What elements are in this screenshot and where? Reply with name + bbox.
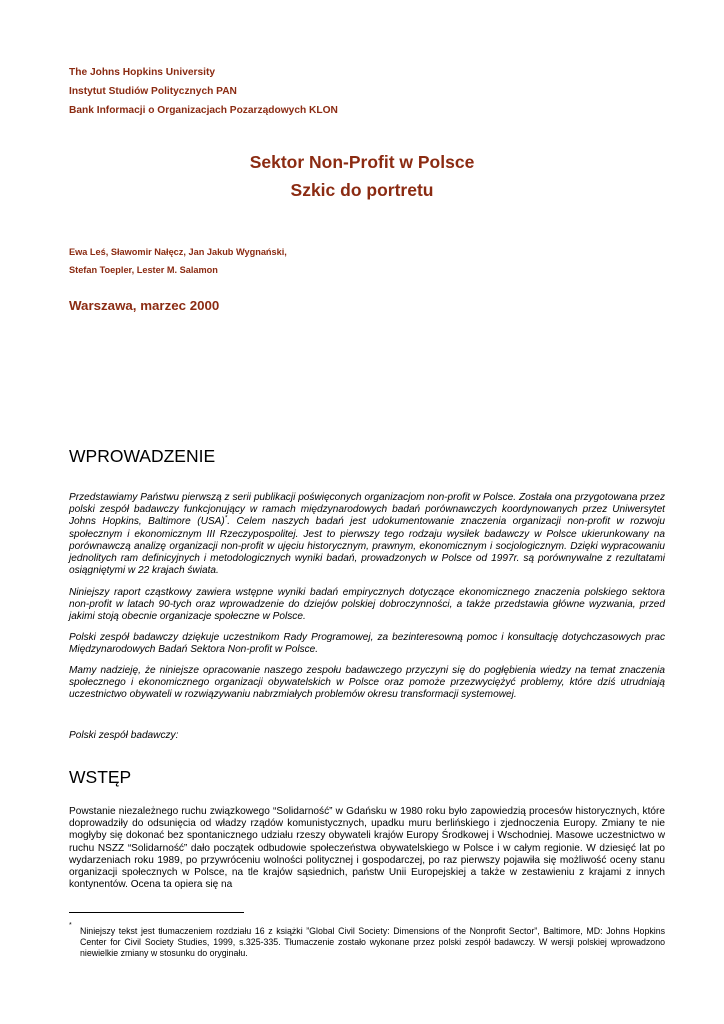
authors-line-1: Ewa Leś, Sławomir Nałęcz, Jan Jakub Wygnański, (69, 247, 287, 257)
intro-paragraph-1 (69, 492, 665, 577)
footnote-separator (69, 912, 244, 913)
institution-line-2: Instytut Studiów Politycznych PAN (69, 86, 237, 97)
intro-heading: WPROWADZENIE (69, 446, 216, 466)
intro-signature: Polski zespół badawczy: (69, 730, 179, 741)
footnote-text: Niniejszy tekst jest tłumaczeniem rozdziału 16 z książki ”Global Civil Society: Dimensions of the Nonprofit Sector”, Baltimore, MD: Johns Hopkins Center for Civil Society Studies, 1999, s.325-335. Tłumaczenie zostało wykonane przez polski zespół badawczy. W wersji polskiej wprowadzono niewielkie zmiany w stosunku do oryginału. (80, 926, 665, 959)
intro-paragraph-4: Mamy nadzieję, że niniejsze opracowanie naszego zespołu badawczego przyczyni się do pogłębienia wiedzy na temat znaczenia społecznego i ekonomicznego organizacji obywatelskich w Polsce oraz pomoże przezwyciężyć problemy, które dziś utrudniają uczestnictwo obywateli w rozwiązywaniu nabrzmiałych problemów okresu transformacji systemowej. (69, 665, 665, 701)
document-title: Sektor Non-Profit w Polsce (249, 152, 475, 172)
authors-line-2: Stefan Toepler, Lester M. Salamon (69, 265, 218, 275)
intro-paragraph-1-start: Przedstawiamy Państwu pierwszą z serii publikacji poświęconych organizacjom non-profit w Polsce. Została ona przygotowana przez polski zespół badawczy funkcjonujący w ramach międzynarodowych badań porównawczych koordynowanych przez Uniwersytet Johns Hopkins, Baltimore (USA) (69, 492, 665, 528)
intro-paragraph-2: Niniejszy raport cząstkowy zawiera wstępne wyniki badań empirycznych dotyczące ekonomicznego znaczenia polskiego sektora non-profit w latach 90-tych oraz wprowadzenie do dziejów polskiej dobroczynności, a także przedstawia główne wyzwania, przed jakimi stoją obecnie organizacje społeczne w Polsce. (69, 587, 665, 623)
institution-line-3: Bank Informacji o Organizacjach Pozarządowych KLON (69, 105, 338, 116)
section-paragraph-1: Powstanie niezależnego ruchu związkowego “Solidarność” w Gdańsku w 1980 roku było zapowiedzią procesów historycznych, które doprowadziły do odsunięcia od władzy rządów komunistycznych, upadku muru berlińskiego i zjednoczenia Europy. Zmiany te nie mogłyby się dokonać bez spontanicznego udziału rzeszy obywateli krajów Europy Środkowej i Wschodniej. Masowe uczestnictwo w ruchu NSZZ “Solidarność” dało początek odbudowie społeczeństwa obywatelskiego w Polsce i w całym regionie. W dziesięć lat po wydarzeniach roku 1989, po przywróceniu wolności politycznej i gospodarczej, po raz pierwszy pojawiła się możliwość oceny stanu organizacji społecznych w Polsce, na tle krajów sąsiednich, państw Unii Europejskiej a także w zestawieniu z krajami z innych kontynentów. Ocena ta opiera się na (69, 806, 665, 891)
document-subtitle: Szkic do portretu (290, 180, 434, 200)
footnote-reference: * (224, 515, 228, 523)
section-heading: WSTĘP (69, 767, 132, 787)
institution-line-1: The Johns Hopkins University (69, 67, 216, 78)
intro-paragraph-3: Polski zespół badawczy dziękuje uczestnikom Rady Programowej, za bezinteresowną pomoc i konsultację dotychczasowych prac Międzynarodowych Badań Sektora Non-profit w Polsce. (69, 632, 665, 656)
intro-paragraph-1-end: . Celem naszych badań jest udokumentowanie znaczenia organizacji non-profit w rozwoju społecznym i ekonomicznym III Rzeczypospolitej. Jest to pierwszy tego rodzaju wysiłek badawczy w Polsce ukierunkowany na porównawczą analizę organizacji non-profit w ujęciu historycznym, prawnym, ekonomicznym i socjologicznym. Dzięki wypracowaniu jednolitych ram definicyjnych i metodologicznych wyniki badań, prowadzonych w Polsce od 1997r. są porównywalne z rezultatami osiągniętymi w 22 krajach świata. (69, 516, 665, 577)
footnote-mark: * (69, 922, 72, 929)
place-date: Warszawa, marzec 2000 (69, 298, 220, 313)
